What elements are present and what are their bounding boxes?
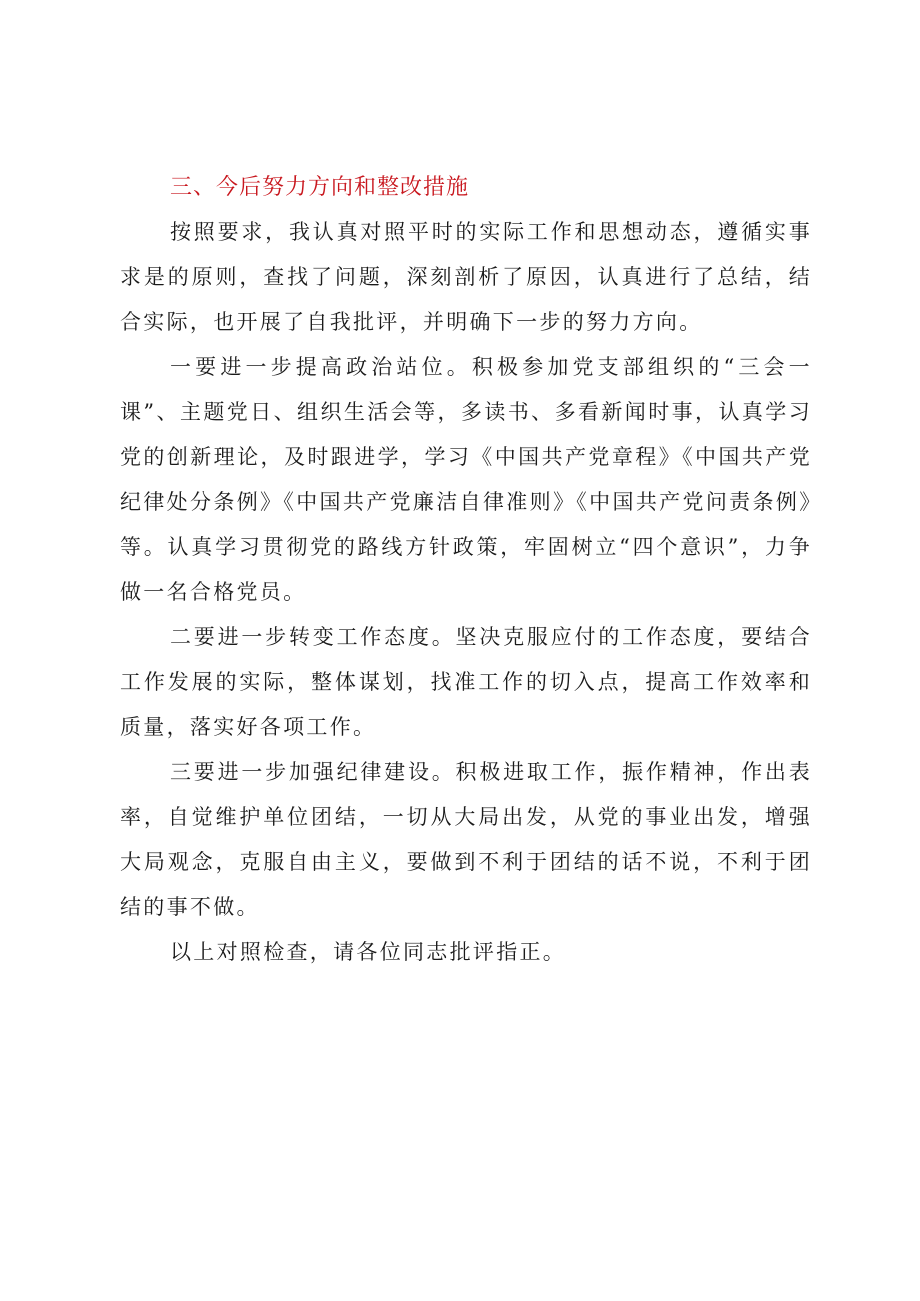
- paragraph-discipline: 三要进一步加强纪律建设。积极进取工作，振作精神，作出表率，自觉维护单位团结，一切从大局出发，从党的事业出发，增强大局观念，克服自由主义，要做到不利于团结的话不说，不利于团结的事不做。: [120, 760, 812, 919]
- paragraph-closing: 以上对照检查，请各位同志批评指正。: [170, 940, 567, 964]
- paragraph-intro: 按照要求，我认真对照平时的实际工作和思想动态，遵循实事求是的原则，查找了问题，深刻剖析了原因，认真进行了总结，结合实际，也开展了自我批评，并明确下一步的努力方向。: [120, 220, 812, 334]
- paragraph-work-attitude: 二要进一步转变工作态度。坚决克服应付的工作态度，要结合工作发展的实际，整体谋划，找准工作的切入点，提高工作效率和质量，落实好各项工作。: [120, 625, 812, 739]
- section-heading: 三、今后努力方向和整改措施: [170, 175, 470, 200]
- paragraph-political-stance: 一要进一步提高政治站位。积极参加党支部组织的“三会一课”、主题党日、组织生活会等，多读书、多看新闻时事，认真学习党的创新理论，及时跟进学，学习《中国共产党章程》《中国共产党纪律处分条例》《中国共产党廉洁自律准则》《中国共产党问责条例》等。认真学习贯彻党的路线方针政策，牢固树立“四个意识”，力争做一名合格党员。: [120, 355, 812, 604]
